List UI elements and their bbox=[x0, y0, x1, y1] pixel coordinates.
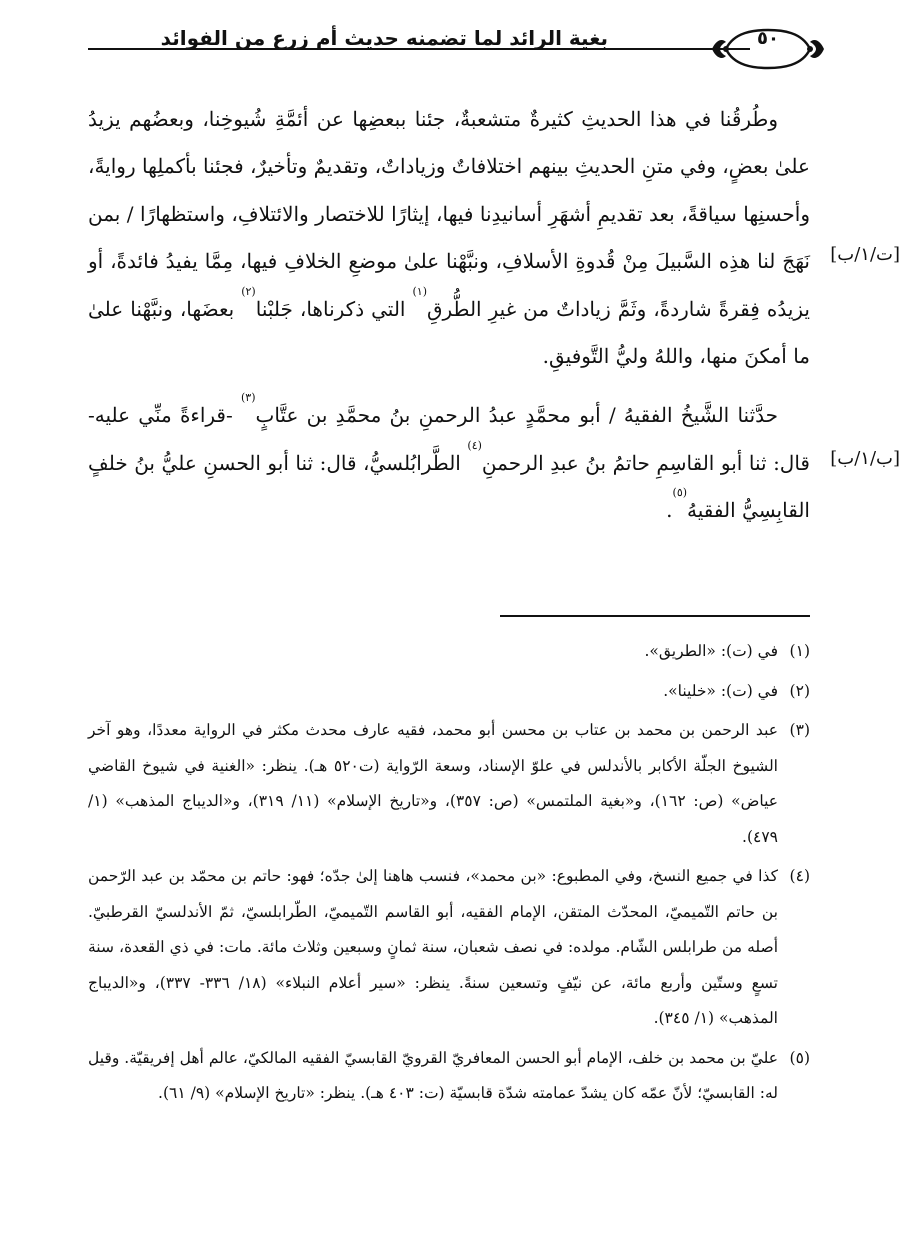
footnote-ref[interactable]: (٢) bbox=[241, 284, 256, 298]
footnote-number: (٢) bbox=[789, 681, 810, 700]
page-header bbox=[88, 18, 898, 78]
footnote-text: عليّ بن محمد بن خلف، الإمام أبو الحسن المعافريّ القرويّ القابسيّ الفقيه المالكيّ، عالم أهل إفريقيّة. وقيل له: القابسيّ؛ لأنّ عمّه كان يشدّ عمامته شدّة قابسيّة (ت: ٤٠٣ هـ). ينظر: «تاريخ الإسلام» (٩/ ٦١). bbox=[88, 1048, 778, 1102]
footnote-number: (٣) bbox=[789, 721, 810, 739]
paragraph-1 bbox=[88, 96, 810, 380]
footnote-number: (١) bbox=[789, 642, 810, 660]
footnote-text: كذا في جميع النسخ، وفي المطبوع: «بن محمد»، فنسب هاهنا إلىٰ جدّه؛ فهو: حاتم بن محمّد بن عبد الرّحمن بن حاتم التّميميّ، المحدّث المتقن، الإمام الفقيه، أبو القاسم التّميميّ، الطّرابلسيّ، ثمّ الأندلسيّ القرطبيّ. أصله من طرابلس الشّام. مولده: في نصف شعبان، سنة ثمانٍ وسبعين وثلاث مائة. مات: في ذي القعدة، سنة تسعٍ وستّين وأربع مائة، عن نيّفٍ وتسعين سنةً. ينظر: «سير أعلام النبلاء» (١٨/ ٣٣٦- ٣٣٧)، و«الديباج المذهب» (١/ ٣٤٥). bbox=[88, 867, 778, 1027]
main-text bbox=[88, 96, 810, 535]
footnote-item bbox=[88, 859, 810, 1037]
running-title: بغية الرائد لما تضمنه حديث أم زرع من الفوائد bbox=[160, 26, 608, 50]
footnote-number: (٤) bbox=[789, 867, 810, 885]
footnote-ref[interactable]: (٤) bbox=[467, 438, 482, 452]
footnote-separator bbox=[500, 615, 810, 617]
paragraph-text: التي ذكرناها، جَلبْنا bbox=[255, 296, 413, 321]
footnote-ref[interactable]: (١) bbox=[412, 284, 427, 298]
paragraph-text: وطُرقُنا في هذا الحديثِ كثيرةٌ متشعبةٌ، جئنا ببعضِها عن أئمَّةِ شُيوخِنا، وبعضُهم يزيدُ علىٰ بعضٍ، وفي متنِ الحديثِ بينهم اختلافاتٌ وزياداتٌ، وتقديمٌ وتأخيرٌ، فجئنا بأكملِها روايةً، وأحسنِها سياقةً، بعد تقديمِ أشهَرِ أسانيدِنا فيها، إيثارًا للاختصار والائتلافِ، واستظهارًا / بمن نَهَجَ لنا هذِه السَّبيلَ مِنْ قُدوةِ الأسلافِ، ونبَّهْنا علىٰ موضعِ الخلافِ فيها، مِمَّا يفيدُ فائدةً، أو يزيدُه فِقرةً شاردةً، وثَمَّ زياداتٌ من غيرِ الطُّرقِ bbox=[88, 107, 810, 321]
footnote-item bbox=[88, 674, 810, 710]
paragraph-text: الطَّرابُلسيُّ، قال: ثنا أبو الحسنِ عليُّ بنُ خلفٍ القابِسِيُّ الفقيهُ bbox=[88, 450, 810, 523]
margin-note-manuscript-t: [ت/١/ب] bbox=[830, 244, 900, 265]
paragraph-2 bbox=[88, 392, 810, 534]
footnote-item bbox=[88, 1041, 810, 1112]
paragraph-text: بعضَها، ونبَّهْنا علىٰ ما أمكنَ منها، واللهُ وليُّ التَّوفيقِ. bbox=[88, 296, 810, 369]
footnote-text: عبد الرحمن بن محمد بن عتاب بن محسن أبو محمد، فقيه عارف محدث مكثر في الرواية معددًا، وهو آخر الشيوخ الجلّة الأكابر بالأندلس في علوّ الإسناد، وسعة الرّواية (ت٥٢٠ هـ). ينظر: «الغنية في شيوخ القاضي عياض» (ص: ١٦٢)، و«بغية الملتمس» (ص: ٣٥٧)، و«تاريخ الإسلام» (١١/ ٣١٩)، و«الديباج المذهب» (١/ ٤٧٩). bbox=[88, 721, 779, 846]
page-number: ٥٠ bbox=[757, 28, 779, 49]
paragraph-text: . bbox=[666, 498, 673, 523]
footnote-text: في (ت): «الطريق». bbox=[644, 642, 778, 660]
footnote-number: (٥) bbox=[789, 1048, 810, 1067]
margin-note-manuscript-b: [ب/١/ب] bbox=[830, 448, 900, 469]
paragraph-text: حدَّثنا الشَّيخُ الفقيهُ / أبو محمَّدٍ عبدُ الرحمنِ بنُ محمَّدِ بن عتَّابٍ bbox=[255, 403, 779, 428]
footnote-text: في (ت): «خلينا». bbox=[663, 681, 778, 700]
footnote-item bbox=[88, 634, 810, 670]
footnote-ref[interactable]: (٥) bbox=[672, 486, 688, 500]
paragraph-text: -قراءةً منِّي عليه- قال: ثنا أبو القاسِمِ حاتمُ بنُ عبدِ الرحمنِ bbox=[88, 403, 810, 475]
footnotes bbox=[88, 634, 810, 1116]
footnote-item bbox=[88, 713, 810, 855]
footnote-ref[interactable]: (٣) bbox=[240, 391, 256, 405]
